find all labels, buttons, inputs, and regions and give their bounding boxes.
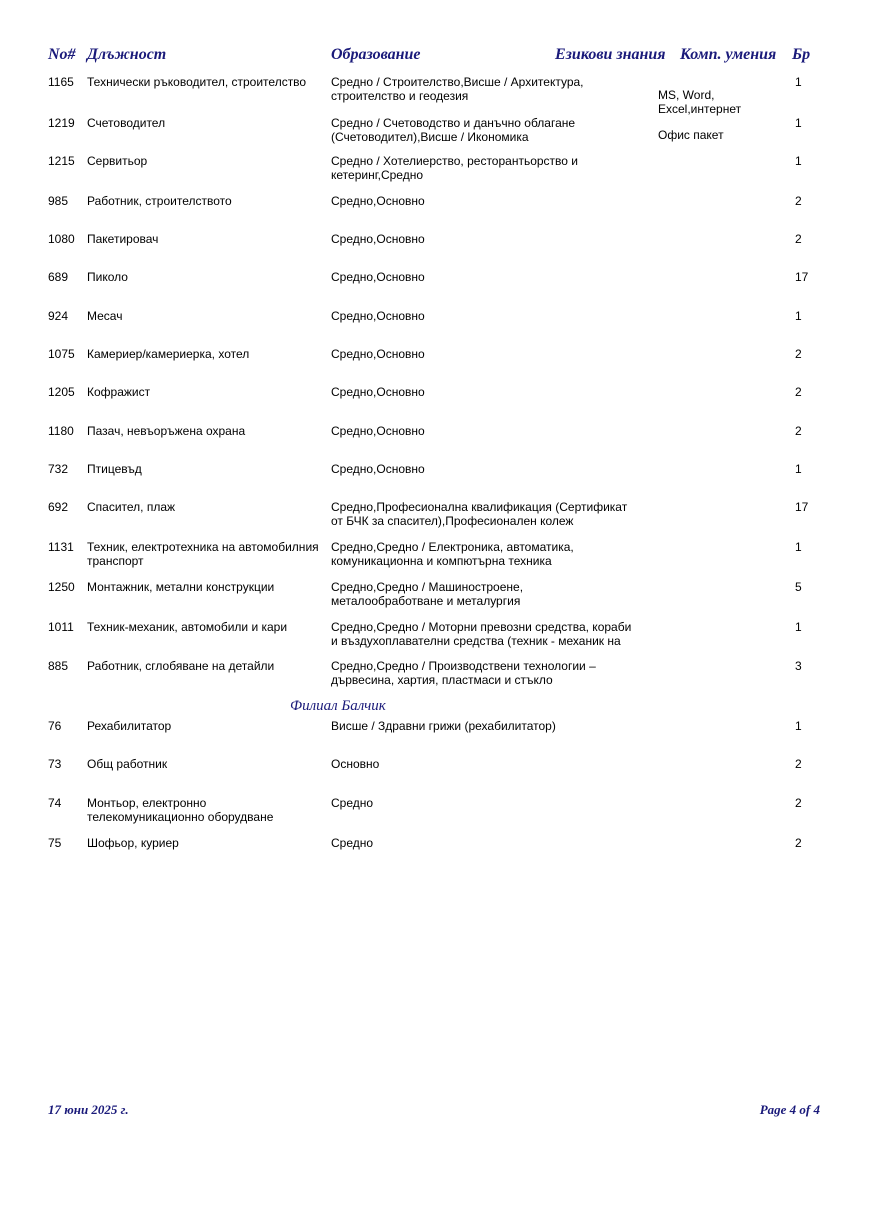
table-row: [0, 232, 870, 272]
footer-page: Page 4 of 4: [759, 1102, 820, 1117]
row-position: Технически ръководител, строителство: [87, 75, 307, 89]
row-education: Средно,Средно / Производствени технологии – дървесина, хартия, пластмаси и стъкло: [331, 659, 596, 687]
row-position: Шофьор, куриер: [87, 836, 179, 850]
row-number: 76: [48, 719, 62, 733]
row-education: Средно: [331, 796, 374, 810]
row-position: Пакетировач: [87, 232, 159, 246]
row-position: Счетоводител: [87, 116, 166, 130]
header-count: Бр: [792, 46, 811, 63]
row-education: Средно,Основно: [331, 194, 425, 208]
row-number: 732: [48, 462, 69, 476]
header-position: Длъжност: [87, 46, 167, 63]
table-row: [0, 116, 870, 156]
row-number: 924: [48, 309, 69, 323]
row-count: 5: [795, 580, 802, 594]
row-education: Средно / Хотелиерство, ресторантьорство и кетеринг,Средно: [331, 154, 579, 182]
row-count: 2: [795, 194, 802, 208]
table-row: [0, 347, 870, 387]
header-computer: Комп. умения: [680, 46, 777, 63]
row-position: Техник-механик, автомобили и кари: [87, 620, 288, 634]
table-row: [0, 836, 870, 876]
row-position: Монтьор, електронно телекомуникационно оборудване: [87, 796, 274, 824]
row-position: Спасител, плаж: [87, 500, 176, 514]
row-number: 1180: [48, 424, 74, 438]
row-count: 17: [795, 500, 809, 514]
row-position: Пиколо: [87, 270, 128, 284]
row-number: 1165: [48, 75, 74, 89]
row-count: 1: [795, 719, 802, 733]
row-computer-skills: Офис пакет: [658, 128, 724, 142]
row-education: Средно,Основно: [331, 270, 425, 284]
row-position: Птицевъд: [87, 462, 142, 476]
table-row: [0, 424, 870, 464]
row-count: 1: [795, 540, 802, 554]
table-row: [0, 580, 870, 620]
row-position: Работник, строителството: [87, 194, 232, 208]
row-count: 1: [795, 116, 802, 130]
table-row: [0, 500, 870, 540]
row-count: 2: [795, 232, 802, 246]
row-number: 1131: [48, 540, 74, 554]
row-position: Рехабилитатор: [87, 719, 172, 733]
row-number: 73: [48, 757, 62, 771]
table-row: [0, 270, 870, 310]
row-count: 2: [795, 424, 802, 438]
row-count: 2: [795, 796, 802, 810]
row-position: Месач: [87, 309, 123, 323]
row-education: Средно,Средно / Електроника, автоматика, комуникационна и компютърна техника: [331, 540, 574, 568]
row-education: Средно: [331, 836, 374, 850]
table-row: [0, 659, 870, 699]
row-education: Средно,Основно: [331, 385, 425, 399]
table-row: [0, 75, 870, 115]
row-count: 1: [795, 620, 802, 634]
row-number: 985: [48, 194, 69, 208]
row-number: 692: [48, 500, 69, 514]
row-education: Висше / Здравни грижи (рехабилитатор): [331, 719, 556, 733]
row-count: 2: [795, 757, 802, 771]
row-count: 2: [795, 385, 802, 399]
header-education: Образование: [331, 46, 421, 63]
row-education: Средно / Строителство,Висше / Архитектура, строителство и геодезия: [331, 75, 584, 103]
table-row: [0, 719, 870, 759]
row-position: Общ работник: [87, 757, 168, 771]
table-row: [0, 462, 870, 502]
header-languages: Езикови знания: [555, 46, 666, 63]
row-education: Средно,Основно: [331, 232, 425, 246]
row-number: 689: [48, 270, 69, 284]
row-number: 1219: [48, 116, 75, 130]
table-row: [0, 757, 870, 797]
row-count: 1: [795, 309, 802, 323]
table-row: [0, 620, 870, 660]
row-education: Средно,Професионална квалификация (Сертификат от БЧК за спасител),Професионален колеж: [331, 500, 628, 528]
row-count: 3: [795, 659, 802, 673]
row-position: Камериер/камериерка, хотел: [87, 347, 250, 361]
row-computer-skills: MS, Word, Excel,интернет: [658, 88, 742, 116]
row-number: 1011: [48, 620, 74, 634]
row-number: 885: [48, 659, 69, 673]
table-row: [0, 796, 870, 836]
row-position: Работник, сглобяване на детайли: [87, 659, 275, 673]
row-education: Средно,Основно: [331, 347, 425, 361]
row-position: Сервитьор: [87, 154, 148, 168]
row-count: 17: [795, 270, 809, 284]
row-position: Пазач, невъоръжена охрана: [87, 424, 246, 438]
row-position: Техник, електротехника на автомобилния транспорт: [87, 540, 319, 568]
row-count: 1: [795, 154, 802, 168]
table-row: [0, 154, 870, 194]
table-row: [0, 309, 870, 349]
table-row: [0, 540, 870, 580]
footer-date: 17 юни 2025 г.: [48, 1102, 129, 1117]
row-education: Средно,Средно / Машиностроене, металообработване и металургия: [331, 580, 524, 608]
row-education: Средно,Средно / Моторни превозни средства, кораби и въздухоплавателни средства (техник - механик на: [331, 620, 632, 648]
branch-title: Филиал Балчик: [290, 698, 386, 714]
row-education: Средно,Основно: [331, 309, 425, 323]
header-no: No#: [48, 46, 76, 63]
row-count: 1: [795, 75, 802, 89]
row-number: 74: [48, 796, 62, 810]
row-count: 2: [795, 347, 802, 361]
row-number: 1080: [48, 232, 75, 246]
row-education: Средно / Счетоводство и данъчно облагане (Счетоводител),Висше / Икономика: [331, 116, 576, 144]
row-education: Основно: [331, 757, 380, 771]
row-count: 2: [795, 836, 802, 850]
row-number: 1215: [48, 154, 75, 168]
row-number: 1075: [48, 347, 75, 361]
row-education: Средно,Основно: [331, 462, 425, 476]
row-count: 1: [795, 462, 802, 476]
row-number: 1250: [48, 580, 75, 594]
row-number: 1205: [48, 385, 75, 399]
row-number: 75: [48, 836, 62, 850]
table-row: [0, 385, 870, 425]
row-position: Монтажник, метални конструкции: [87, 580, 275, 594]
row-position: Кофражист: [87, 385, 151, 399]
table-row: [0, 194, 870, 234]
row-education: Средно,Основно: [331, 424, 425, 438]
